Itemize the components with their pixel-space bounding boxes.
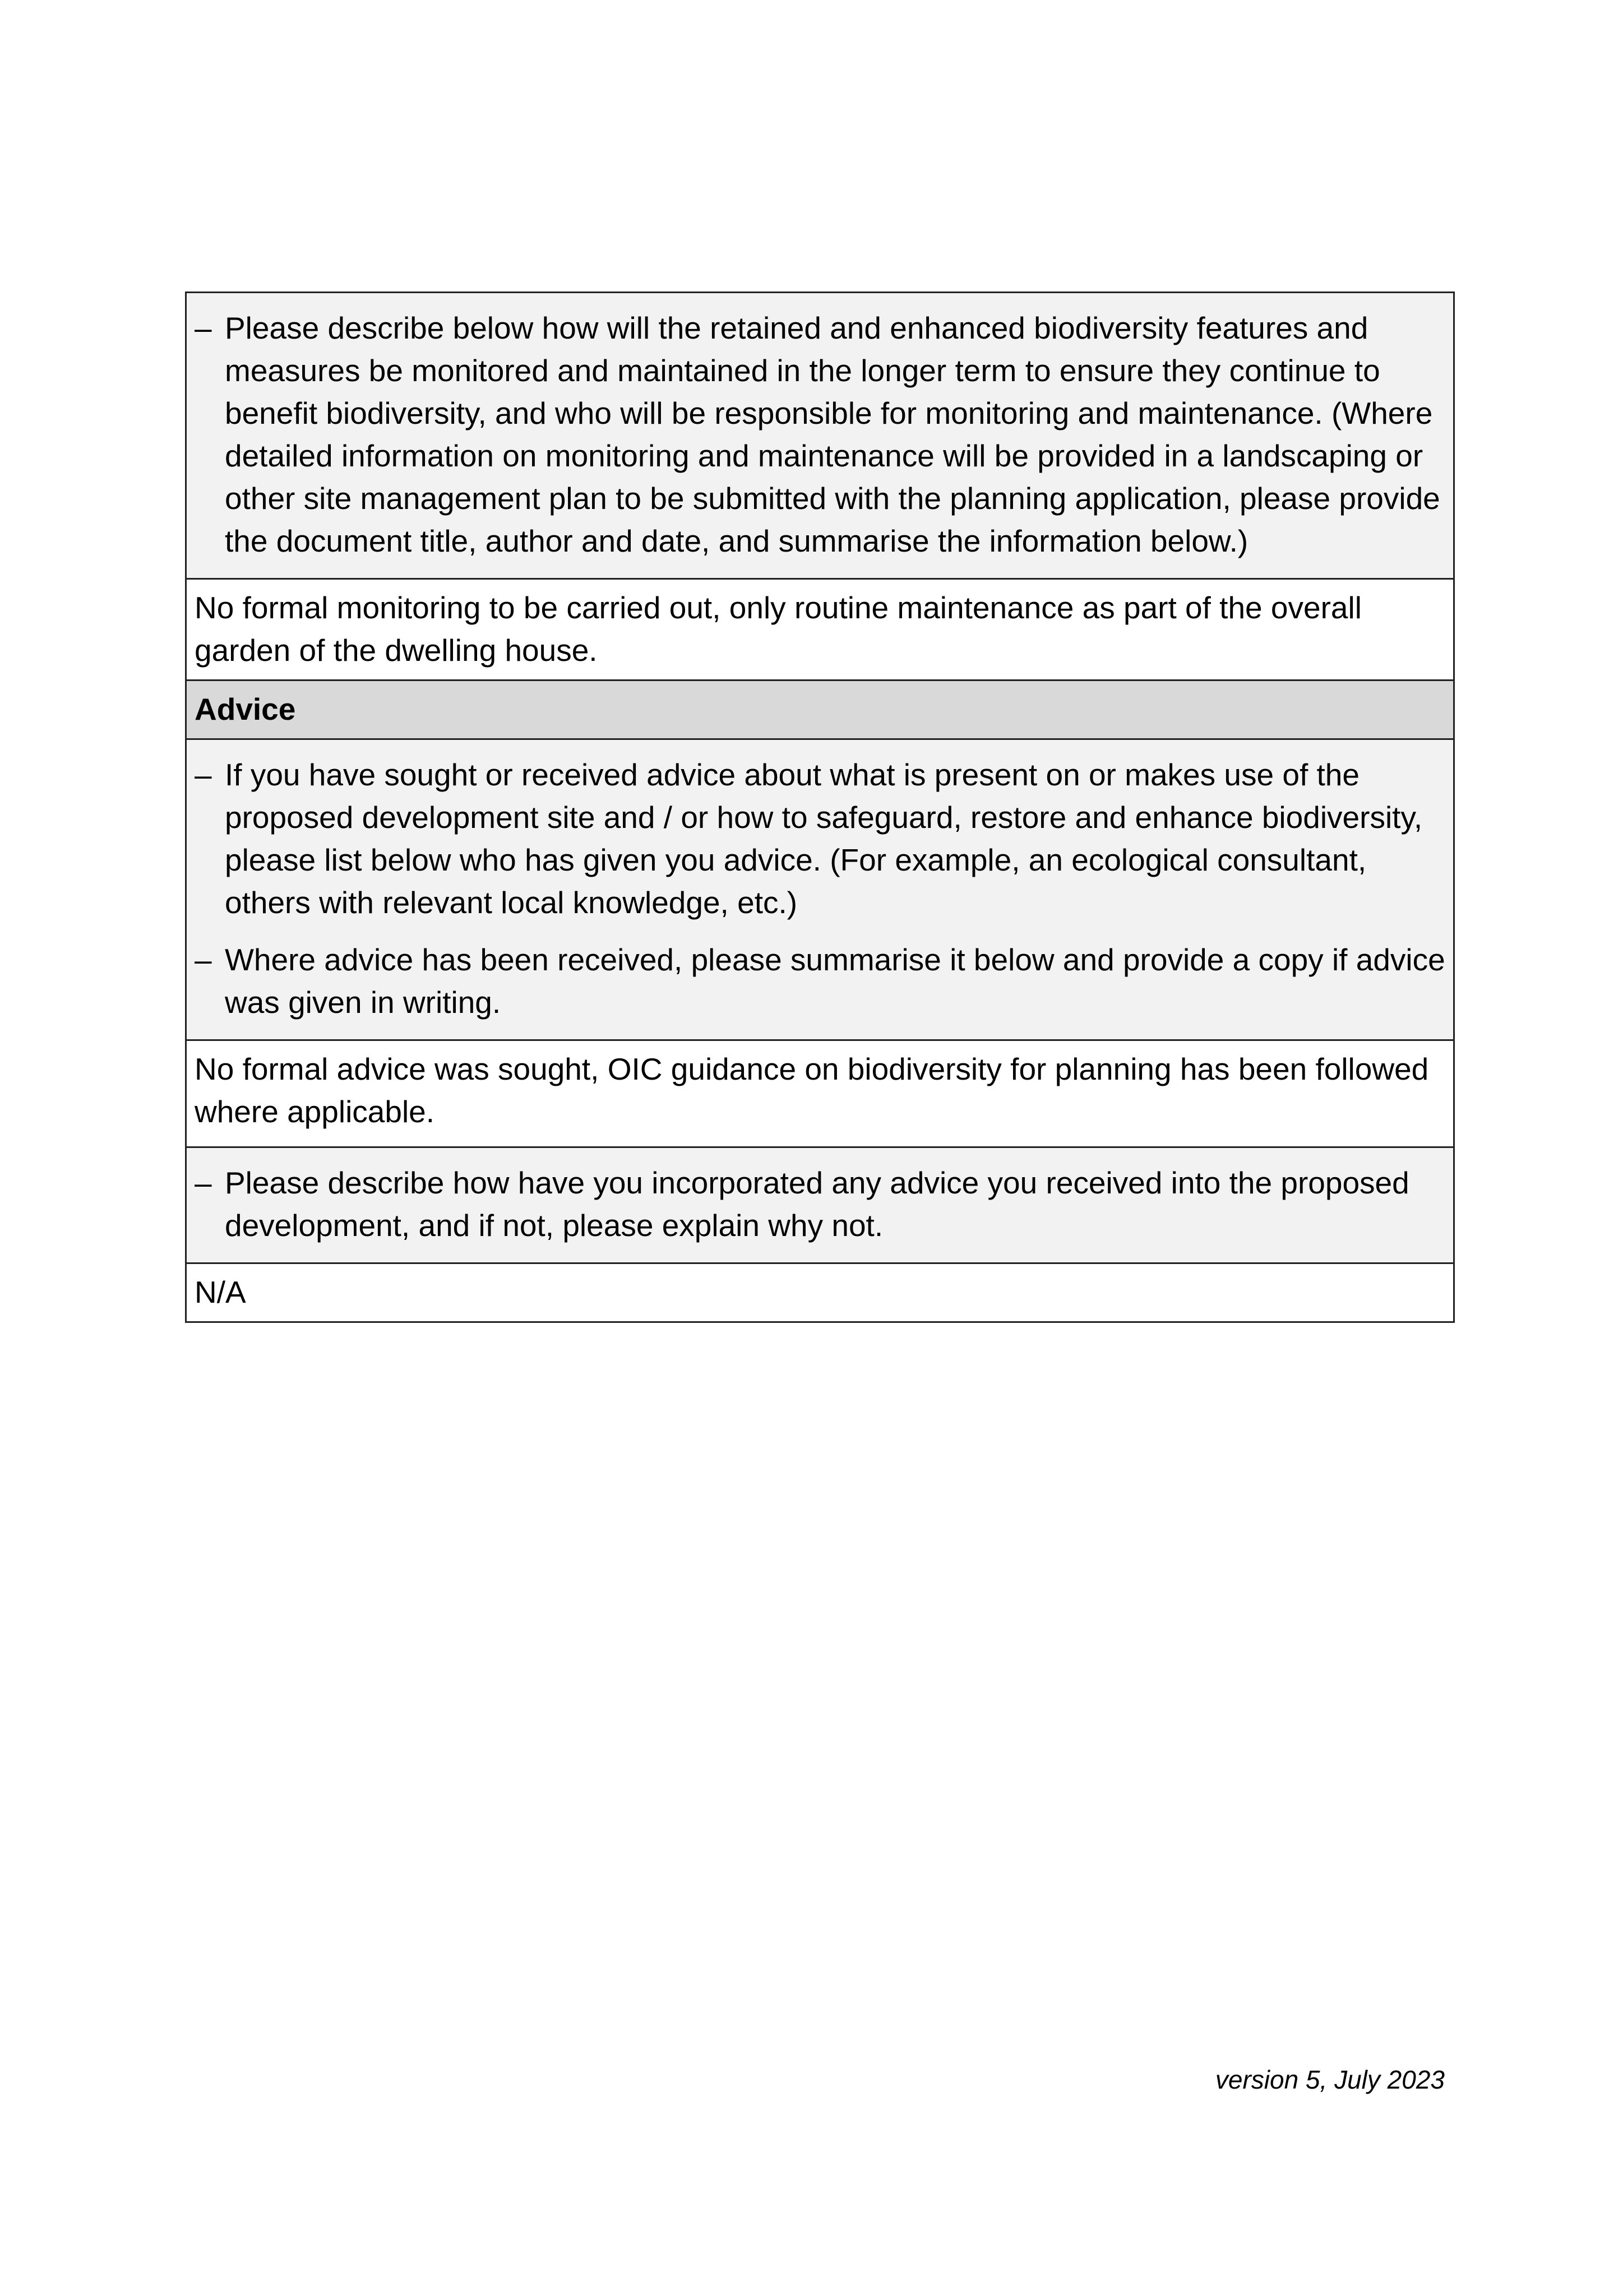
advice-answer-cell[interactable] (186, 1040, 1454, 1147)
advice-heading: Advice (195, 692, 296, 726)
advice-heading-cell (186, 681, 1454, 739)
incorporation-question-item (195, 1161, 1445, 1247)
incorporation-answer-text: N/A (195, 1275, 246, 1309)
monitoring-question-cell (186, 293, 1454, 579)
incorporation-answer-row (186, 1263, 1454, 1322)
advice-question-cell (186, 739, 1454, 1040)
bullet-dash: – (195, 942, 212, 977)
monitoring-answer-text: No formal monitoring to be carried out, only routine maintenance as part of the overall garden of the dwelling house. (195, 590, 1362, 668)
advice-question-row (186, 739, 1454, 1040)
incorporation-answer-cell[interactable] (186, 1263, 1454, 1322)
advice-answer-text: No formal advice was sought, OIC guidance on biodiversity for planning has been followed where applicable. (195, 1052, 1429, 1129)
bullet-dash: – (195, 311, 212, 345)
incorporation-question-text: Please describe how have you incorporated any advice you received into the proposed development, and if not, please explain why not. (225, 1165, 1409, 1243)
advice-summary-question-item (195, 938, 1445, 1024)
monitoring-question-row (186, 293, 1454, 579)
monitoring-question-text: Please describe below how will the retained and enhanced biodiversity features and measures be monitored and maintained in the longer term to ensure they continue to benefit biodiversity, and who will be responsible for monitoring and maintenance. (Where detailed information on monitoring and maintenance will be provided in a landscaping or other site management plan to be submitted with the planning application, please provide the document title, author and date, and summarise the information below.) (225, 311, 1440, 558)
monitoring-answer-cell[interactable] (186, 579, 1454, 681)
advice-sources-question-text: If you have sought or received advice about what is present on or makes use of the proposed development site and / or how to safeguard, restore and enhance biodiversity, please list below who has given you advice. (For example, an ecological consultant, others with relevant local knowledge, etc.) (225, 757, 1423, 920)
bullet-dash: – (195, 757, 212, 792)
monitoring-answer-row (186, 579, 1454, 681)
advice-answer-row (186, 1040, 1454, 1147)
advice-heading-row (186, 681, 1454, 739)
advice-summary-question-text: Where advice has been received, please summarise it below and provide a copy if advice was given in writing. (225, 942, 1445, 1020)
incorporation-question-row (186, 1147, 1454, 1263)
biodiversity-form-table (185, 291, 1455, 1323)
advice-sources-question-item (195, 753, 1445, 924)
incorporation-question-cell (186, 1147, 1454, 1263)
monitoring-question-item (195, 307, 1445, 562)
bullet-dash: – (195, 1165, 212, 1200)
version-footer: version 5, July 2023 (1215, 2065, 1445, 2094)
